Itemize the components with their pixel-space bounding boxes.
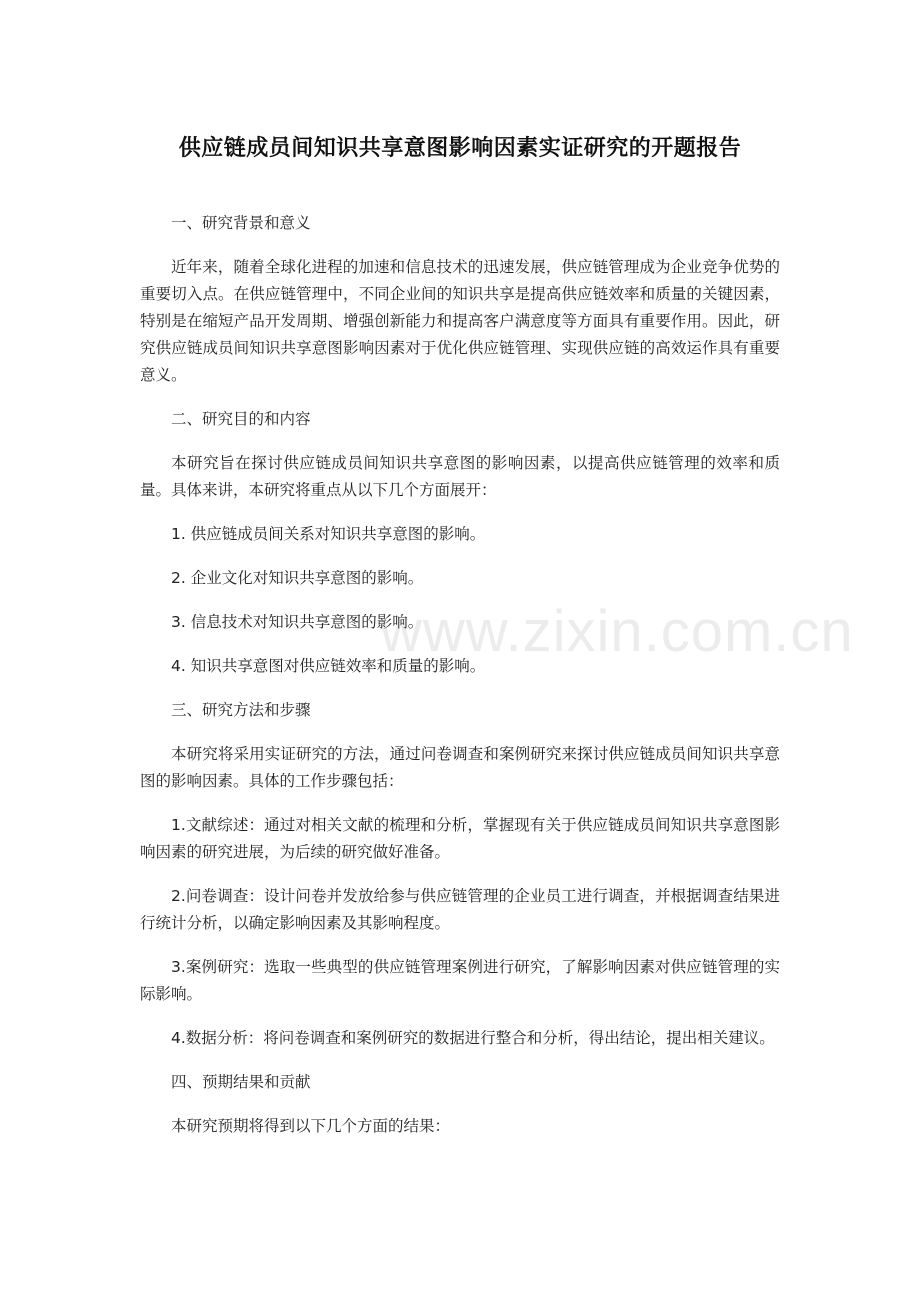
step-item: 3.案例研究：选取一些典型的供应链管理案例进行研究，了解影响因素对供应链管理的实际影响。: [140, 958, 780, 1003]
step-item: 2.问卷调查：设计问卷并发放给参与供应链管理的企业员工进行调查，并根据调查结果进行统计分析，以确定影响因素及其影响程度。: [140, 887, 780, 932]
paragraph-purpose: 本研究旨在探讨供应链成员间知识共享意图的影响因素，以提高供应链管理的效率和质量。具体来讲，本研究将重点从以下几个方面展开：: [140, 454, 780, 499]
section-heading-results: 四、预期结果和贡献: [171, 1073, 311, 1091]
section-heading-purpose: 二、研究目的和内容: [171, 410, 311, 428]
section-heading-method: 三、研究方法和步骤: [171, 701, 311, 719]
document-body: [140, 210, 780, 1157]
watermark: www.zixin.com.cn: [380, 599, 854, 664]
list-item: 3. 信息技术对知识共享意图的影响。: [171, 613, 424, 631]
list-item: 1. 供应链成员间关系对知识共享意图的影响。: [171, 525, 486, 543]
list-item: 2. 企业文化对知识共享意图的影响。: [171, 569, 424, 587]
step-item: 4.数据分析：将问卷调查和案例研究的数据进行整合和分析，得出结论，提出相关建议。: [171, 1029, 775, 1047]
step-item: 1.文献综述：通过对相关文献的梳理和分析，掌握现有关于供应链成员间知识共享意图影响因素的研究进展，为后续的研究做好准备。: [140, 816, 780, 861]
paragraph-results: 本研究预期将得到以下几个方面的结果：: [171, 1117, 451, 1135]
document-title: 供应链成员间知识共享意图影响因素实证研究的开题报告: [178, 136, 742, 161]
paragraph-method: 本研究将采用实证研究的方法，通过问卷调查和案例研究来探讨供应链成员间知识共享意图的影响因素。具体的工作步骤包括：: [140, 745, 780, 790]
list-item: 4. 知识共享意图对供应链效率和质量的影响。: [171, 657, 486, 675]
paragraph-background: 近年来，随着全球化进程的加速和信息技术的迅速发展，供应链管理成为企业竞争优势的重要切入点。在供应链管理中，不同企业间的知识共享是提高供应链效率和质量的关键因素，特别是在缩短产品开发周期、增强创新能力和提高客户满意度等方面具有重要作用。因此，研究供应链成员间知识共享意图影响因素对于优化供应链管理、实现供应链的高效运作具有重要意义。: [140, 258, 780, 384]
section-heading-background: 一、研究背景和意义: [171, 214, 311, 232]
